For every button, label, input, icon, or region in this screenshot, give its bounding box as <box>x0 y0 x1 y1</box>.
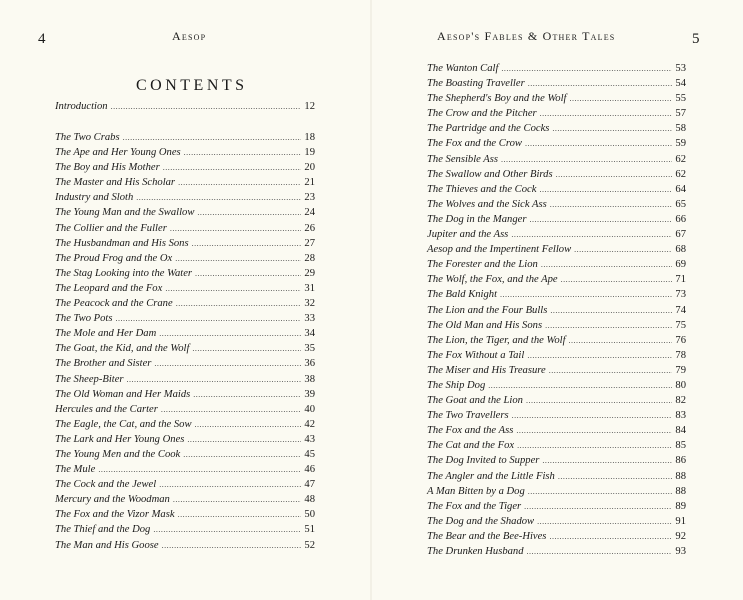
toc-entry <box>427 333 686 348</box>
toc-entry <box>427 469 686 484</box>
toc-entry-title: The Proud Frog and the Ox <box>55 252 173 264</box>
toc-dot-leader <box>549 529 672 544</box>
toc-entry-title: The Shepherd's Boy and the Wolf <box>427 93 567 105</box>
toc-entry-title: The Dog and the Shadow <box>427 515 535 527</box>
toc-entry-title: The Boy and His Mother <box>55 162 160 174</box>
toc-entry-title: The Crow and the Pitcher <box>427 108 537 120</box>
toc-entry-page: 42 <box>304 418 315 430</box>
toc-entry <box>427 91 686 106</box>
left-page-number: 4 <box>38 31 46 47</box>
toc-dot-leader <box>159 326 301 341</box>
toc-dot-leader <box>500 287 672 302</box>
toc-entry-title: The Wanton Calf <box>427 63 499 74</box>
toc-entry-title: The Collier and the Fuller <box>55 222 167 234</box>
toc-entry-title: The Swallow and Other Birds <box>427 168 553 180</box>
toc-entry <box>427 76 686 91</box>
toc-entry <box>55 251 315 266</box>
toc-entry-page: 36 <box>304 358 315 370</box>
toc-entry-page: 35 <box>304 343 315 355</box>
toc-dot-leader <box>537 514 672 529</box>
toc-dot-leader <box>153 522 301 537</box>
toc-entry <box>55 99 315 114</box>
toc-entry <box>55 130 315 145</box>
toc-entry-page: 45 <box>304 448 315 460</box>
toc-entry <box>427 438 686 453</box>
toc-entry-title: The Boasting Traveller <box>427 78 525 90</box>
toc-dot-leader <box>545 318 672 333</box>
toc-dot-leader <box>528 484 673 499</box>
toc-entry-page: 65 <box>675 198 686 210</box>
toc-entry-page: 59 <box>675 138 686 150</box>
toc-entry-title: The Fox and the Vizor Mask <box>55 509 175 521</box>
toc-dot-leader <box>552 121 672 136</box>
toc-dot-leader <box>512 408 673 423</box>
toc-entry-title: Aesop and the Impertinent Fellow <box>427 244 572 256</box>
toc-entry-page: 62 <box>675 153 686 165</box>
toc-entry <box>427 393 686 408</box>
toc-entry <box>55 492 315 507</box>
toc-entry <box>55 462 315 477</box>
toc-entry-title: Jupiter and the Ass <box>427 229 509 241</box>
toc-entry-page: 48 <box>304 494 315 506</box>
toc-entry-page: 50 <box>304 509 315 521</box>
toc-entry-page: 71 <box>675 274 686 286</box>
toc-dot-leader <box>569 91 672 106</box>
toc-entry-page: 27 <box>304 237 315 249</box>
toc-entry <box>427 378 686 393</box>
toc-entry <box>427 106 686 121</box>
toc-dot-leader <box>517 438 672 453</box>
toc-dot-leader <box>116 311 302 326</box>
toc-entry-title: The Old Man and His Sons <box>427 319 543 331</box>
toc-entry <box>55 221 315 236</box>
toc-entry-title: The Mule <box>55 464 96 476</box>
toc-dot-leader <box>540 106 673 121</box>
toc-dot-leader <box>501 61 672 76</box>
toc-entry-page: 76 <box>675 334 686 346</box>
toc-entry-title: Introduction <box>55 101 108 112</box>
toc-entry <box>55 266 315 281</box>
toc-entry-page: 33 <box>304 313 315 325</box>
toc-dot-leader <box>165 281 301 296</box>
toc-entry-page: 57 <box>675 108 686 120</box>
toc-intro-list <box>55 99 315 114</box>
toc-entry-page: 54 <box>675 78 686 90</box>
toc-dot-leader <box>197 205 301 220</box>
toc-entry-page: 80 <box>675 379 686 391</box>
toc-entry <box>427 152 686 167</box>
toc-entry-page: 88 <box>675 470 686 482</box>
toc-entry-page: 78 <box>675 349 686 361</box>
toc-entry-title: The Brother and Sister <box>55 358 152 370</box>
toc-entry <box>427 61 686 76</box>
toc-entry <box>427 227 686 242</box>
toc-dot-leader <box>176 296 302 311</box>
toc-entry-title: The Partridge and the Cocks <box>427 123 550 135</box>
toc-entry-page: 32 <box>304 298 315 310</box>
toc-entry <box>55 236 315 251</box>
toc-entry-page: 39 <box>304 388 315 400</box>
contents-title: CONTENTS <box>136 77 248 94</box>
toc-entry <box>55 326 315 341</box>
toc-entry-title: The Wolf, the Fox, and the Ape <box>427 274 558 286</box>
toc-entry-page: 88 <box>675 485 686 497</box>
toc-entry-page: 67 <box>675 229 686 241</box>
toc-entry <box>55 507 315 522</box>
toc-entry-title: A Man Bitten by a Dog <box>427 485 525 497</box>
toc-entry <box>55 387 315 402</box>
toc-entry <box>55 402 315 417</box>
toc-entry-page: 21 <box>304 177 315 189</box>
toc-left-list <box>55 130 315 553</box>
toc-entry-title: The Young Man and the Swallow <box>55 207 195 219</box>
toc-dot-leader <box>524 499 672 514</box>
toc-entry-title: The Thieves and the Cock <box>427 183 537 195</box>
toc-dot-leader <box>192 236 302 251</box>
toc-entry <box>427 453 686 468</box>
toc-dot-leader <box>193 387 301 402</box>
toc-entry <box>427 287 686 302</box>
toc-entry-title: The Sensible Ass <box>427 153 499 165</box>
toc-entry-page: 84 <box>675 425 686 437</box>
toc-entry-title: The Fox and the Crow <box>427 138 522 150</box>
toc-dot-leader <box>556 167 673 182</box>
toc-entry-title: Mercury and the Woodman <box>55 494 170 506</box>
toc-entry-page: 51 <box>304 524 315 536</box>
toc-entry-page: 75 <box>675 319 686 331</box>
toc-entry-title: The Wolves and the Sick Ass <box>427 198 547 210</box>
toc-entry-title: The Mole and Her Dam <box>55 328 157 340</box>
toc-dot-leader <box>539 182 672 197</box>
toc-entry-page: 91 <box>675 515 686 527</box>
toc-entry-title: Hercules and the Carter <box>55 403 158 415</box>
toc-entry-title: The Bear and the Bee-Hives <box>427 530 547 542</box>
toc-entry-title: The Miser and His Treasure <box>427 364 546 376</box>
toc-entry-page: 79 <box>675 364 686 376</box>
toc-entry-page: 55 <box>675 93 686 105</box>
toc-entry <box>55 417 315 432</box>
toc-entry-page: 74 <box>675 304 686 316</box>
toc-entry-title: The Forester and the Lion <box>427 259 538 271</box>
toc-entry-page: 64 <box>675 183 686 195</box>
toc-dot-leader <box>170 221 302 236</box>
toc-dot-leader <box>561 272 673 287</box>
toc-entry-title: The Fox and the Ass <box>427 425 514 437</box>
toc-entry-title: The Dog in the Manger <box>427 213 527 225</box>
toc-dot-leader <box>178 175 301 190</box>
toc-dot-leader <box>558 469 673 484</box>
toc-dot-leader <box>488 378 672 393</box>
toc-entry-page: 92 <box>675 530 686 542</box>
toc-dot-leader <box>111 99 302 114</box>
toc-entry-title: The Dog Invited to Supper <box>427 455 540 467</box>
right-page-number: 5 <box>692 31 700 47</box>
toc-entry-page: 62 <box>675 168 686 180</box>
toc-entry-page: 31 <box>304 282 315 294</box>
toc-dot-leader <box>192 341 301 356</box>
toc-entry-page: 28 <box>304 252 315 264</box>
toc-dot-leader <box>525 136 672 151</box>
left-running-header: Aesop <box>172 29 207 43</box>
toc-entry <box>55 356 315 371</box>
toc-dot-leader <box>127 372 302 387</box>
toc-entry <box>427 197 686 212</box>
toc-dot-leader <box>187 432 301 447</box>
toc-entry <box>55 522 315 537</box>
toc-entry-title: The Stag Looking into the Water <box>55 267 193 279</box>
toc-entry <box>427 544 686 559</box>
toc-entry <box>427 303 686 318</box>
toc-entry <box>55 372 315 387</box>
toc-entry-page: 46 <box>304 464 315 476</box>
toc-entry <box>55 432 315 447</box>
toc-dot-leader <box>195 266 301 281</box>
right-running-header: Aesop's Fables & Other Tales <box>437 29 616 43</box>
toc-dot-leader <box>511 227 672 242</box>
toc-entry <box>55 477 315 492</box>
toc-dot-leader <box>136 190 301 205</box>
toc-entry-page: 47 <box>304 479 315 491</box>
toc-entry <box>427 167 686 182</box>
toc-entry <box>55 296 315 311</box>
toc-entry-page: 58 <box>675 123 686 135</box>
toc-entry-page: 73 <box>675 289 686 301</box>
toc-entry <box>427 499 686 514</box>
toc-dot-leader <box>528 76 673 91</box>
toc-entry-title: The Two Pots <box>55 313 113 325</box>
toc-entry-title: The Drunken Husband <box>427 546 524 557</box>
toc-entry-page: 69 <box>675 259 686 271</box>
toc-dot-leader <box>123 130 302 145</box>
toc-entry-title: The Ape and Her Young Ones <box>55 147 181 159</box>
toc-entry-page: 12 <box>304 101 315 112</box>
toc-entry-page: 38 <box>304 373 315 385</box>
toc-entry <box>55 538 315 553</box>
toc-entry <box>55 160 315 175</box>
toc-dot-leader <box>98 462 301 477</box>
toc-right-list <box>427 61 686 559</box>
toc-dot-leader <box>501 152 672 167</box>
toc-dot-leader <box>162 538 302 553</box>
toc-dot-leader <box>173 492 302 507</box>
toc-entry <box>55 145 315 160</box>
toc-entry-title: The Man and His Goose <box>55 539 159 551</box>
toc-entry-title: The Young Men and the Cook <box>55 448 181 460</box>
toc-entry-page: 29 <box>304 267 315 279</box>
toc-entry-title: The Lion and the Four Bulls <box>427 304 548 316</box>
toc-entry <box>427 212 686 227</box>
toc-entry <box>427 182 686 197</box>
toc-dot-leader <box>549 363 673 378</box>
toc-entry <box>427 257 686 272</box>
toc-entry <box>427 121 686 136</box>
toc-entry <box>55 311 315 326</box>
toc-dot-leader <box>569 333 673 348</box>
toc-entry-title: The Bald Knight <box>427 289 498 301</box>
toc-entry <box>55 447 315 462</box>
toc-entry <box>55 281 315 296</box>
toc-entry-title: The Two Crabs <box>55 132 120 143</box>
toc-entry-title: The Husbandman and His Sons <box>55 237 189 249</box>
toc-entry-page: 26 <box>304 222 315 234</box>
toc-entry <box>427 272 686 287</box>
toc-entry <box>427 363 686 378</box>
toc-entry-page: 24 <box>304 207 315 219</box>
toc-entry-title: The Cock and the Jewel <box>55 479 157 491</box>
toc-entry-title: The Lion, the Tiger, and the Wolf <box>427 334 566 346</box>
toc-entry-page: 93 <box>675 546 686 557</box>
toc-dot-leader <box>183 447 301 462</box>
toc-entry <box>427 242 686 257</box>
toc-entry-page: 43 <box>304 433 315 445</box>
toc-entry-title: The Angler and the Little Fish <box>427 470 555 482</box>
toc-entry-title: Industry and Sloth <box>55 192 134 204</box>
toc-entry-page: 83 <box>675 410 686 422</box>
toc-entry <box>55 205 315 220</box>
toc-entry-title: The Lark and Her Young Ones <box>55 433 185 445</box>
toc-entry-page: 34 <box>304 328 315 340</box>
toc-entry <box>55 175 315 190</box>
toc-entry-page: 85 <box>675 440 686 452</box>
toc-entry <box>427 484 686 499</box>
toc-dot-leader <box>159 477 301 492</box>
toc-entry-page: 53 <box>675 63 686 74</box>
toc-entry-page: 40 <box>304 403 315 415</box>
toc-dot-leader <box>529 212 672 227</box>
toc-dot-leader <box>526 393 672 408</box>
toc-dot-leader <box>178 507 302 522</box>
toc-dot-leader <box>184 145 302 160</box>
toc-entry-page: 66 <box>675 213 686 225</box>
toc-entry <box>427 408 686 423</box>
toc-entry-page: 19 <box>304 147 315 159</box>
toc-entry-page: 52 <box>304 539 315 551</box>
toc-dot-leader <box>175 251 301 266</box>
toc-entry-page: 20 <box>304 162 315 174</box>
toc-dot-leader <box>527 544 673 559</box>
toc-entry-title: The Fox and the Tiger <box>427 500 522 512</box>
toc-entry-title: The Goat and the Lion <box>427 395 523 407</box>
toc-dot-leader <box>541 257 673 272</box>
toc-dot-leader <box>527 348 672 363</box>
toc-entry-title: The Two Travellers <box>427 410 509 422</box>
toc-entry <box>427 514 686 529</box>
toc-dot-leader <box>161 402 302 417</box>
toc-dot-leader <box>550 197 673 212</box>
toc-entry-page: 23 <box>304 192 315 204</box>
toc-entry <box>427 529 686 544</box>
toc-entry-title: The Old Woman and Her Maids <box>55 388 191 400</box>
toc-entry <box>55 341 315 356</box>
toc-entry-page: 82 <box>675 395 686 407</box>
toc-entry-title: The Ship Dog <box>427 379 486 391</box>
toc-entry-title: The Sheep-Biter <box>55 373 124 385</box>
toc-entry-page: 86 <box>675 455 686 467</box>
toc-entry-title: The Thief and the Dog <box>55 524 151 536</box>
toc-entry <box>55 190 315 205</box>
toc-dot-leader <box>550 303 672 318</box>
toc-dot-leader <box>195 417 302 432</box>
toc-entry <box>427 136 686 151</box>
toc-entry-title: The Peacock and the Crane <box>55 298 173 310</box>
toc-dot-leader <box>574 242 672 257</box>
toc-entry-page: 89 <box>675 500 686 512</box>
toc-entry-page: 68 <box>675 244 686 256</box>
toc-entry-page: 18 <box>304 132 315 143</box>
toc-entry-title: The Goat, the Kid, and the Wolf <box>55 343 190 355</box>
toc-entry-title: The Master and His Scholar <box>55 177 176 189</box>
toc-dot-leader <box>163 160 302 175</box>
toc-entry-title: The Cat and the Fox <box>427 440 515 452</box>
toc-entry-title: The Eagle, the Cat, and the Sow <box>55 418 192 430</box>
toc-entry <box>427 348 686 363</box>
toc-entry-title: The Leopard and the Fox <box>55 282 163 294</box>
toc-dot-leader <box>542 453 672 468</box>
toc-dot-leader <box>154 356 301 371</box>
toc-entry <box>427 423 686 438</box>
toc-entry <box>427 318 686 333</box>
toc-dot-leader <box>516 423 672 438</box>
toc-entry-title: The Fox Without a Tail <box>427 349 525 361</box>
